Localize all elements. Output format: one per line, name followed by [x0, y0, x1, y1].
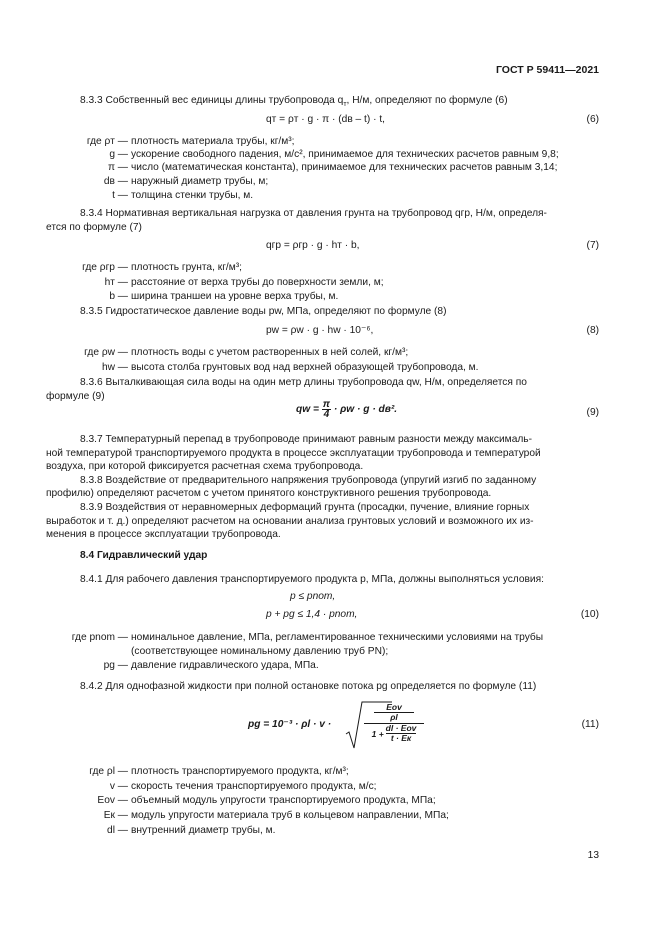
where-text: число (математическая константа), принимаемое для технических расчетов равным 3,14;: [131, 162, 558, 173]
where-text: плотность материала трубы, кг/м³;: [131, 136, 295, 147]
para-833: 8.3.3 Собственный вес единицы длины трубопровода $q_т$, Н/м, определяют по формуле (6): [80, 95, 508, 109]
where-text: плотность транспортируемого продукта, кг/м³;: [131, 766, 349, 777]
where-text: внутренний диаметр трубы, м.: [131, 825, 276, 836]
where-text: расстояние от верха трубы до поверхности земли, м;: [131, 277, 384, 288]
para-841: 8.4.1 Для рабочего давления транспортируемого продукта p, МПа, должны выполняться условия:: [80, 574, 544, 585]
eqno-6: (6): [586, 114, 599, 125]
where-text: наружный диаметр трубы, м;: [131, 176, 269, 187]
where-sym: v —: [109, 781, 128, 792]
para-835: 8.3.5 Гидростатическое давление воды pw, МПа, определяют по формуле (8): [80, 306, 447, 317]
formula-11-denominator: 1 + dl · Eov t · Eк: [364, 723, 424, 743]
where-sym: g —: [109, 149, 128, 160]
para-834-line2: ется по формуле (7): [46, 222, 142, 233]
condition-1: p ≤ pnom,: [290, 591, 336, 602]
eqno-11: (11): [581, 719, 599, 730]
where-text: ширина траншеи на уровне верха трубы, м.: [131, 291, 339, 302]
where-sym: где ρl —: [89, 766, 128, 777]
where-sym: где ρw —: [84, 347, 128, 358]
para-838-line1: 8.3.8 Воздействие от предварительного напряжения трубопровода (упругий изгиб по заданному: [80, 475, 537, 486]
where-text: давление гидравлического удара, МПа.: [131, 660, 319, 671]
where-sym: hw —: [101, 362, 128, 373]
page-number: 13: [587, 850, 599, 861]
formula-8: pw = ρw · g · hw · 10⁻⁶,: [266, 325, 374, 336]
eqno-10: (10): [580, 609, 599, 620]
para-836-line1: 8.3.6 Выталкивающая сила воды на один метр длины трубопровода qw, Н/м, определяется по: [80, 377, 527, 388]
fraction: $\frac{\pi}{4}$: [322, 399, 331, 420]
where-text: скорость течения транспортируемого продукта, м/с;: [131, 781, 377, 792]
eqno-7: (7): [586, 240, 599, 251]
para-836-line2: формуле (9): [46, 391, 105, 402]
where-sym: t —: [112, 190, 128, 201]
where-sym: где ρгр —: [82, 262, 128, 273]
para-842: 8.4.2 Для однофазной жидкости при полной остановке потока pg определяется по формуле (11): [80, 681, 537, 692]
where-text: объемный модуль упругости транспортируемого продукта, МПа;: [131, 795, 436, 806]
para-837-line2: ной температурой транспортируемого продукта в процессе эксплуатации трубопровода и температурой: [46, 448, 541, 459]
eqno-8: (8): [586, 325, 599, 336]
where-sym: b —: [109, 291, 128, 302]
formula-7: qгр = ρгр · g · hт · b,: [266, 240, 360, 251]
where-sym: hт —: [104, 277, 128, 288]
where-text: модуль упругости материала труб в кольцевом направлении, МПа;: [131, 810, 449, 821]
where-sym: dl —: [107, 825, 128, 836]
eqno-9: (9): [586, 407, 599, 418]
para-839-line2: выработок и т. д.) определяют расчетом на основании анализа грунтовых условий и возможного их из-: [46, 516, 534, 527]
para-834-line1: 8.3.4 Нормативная вертикальная нагрузка от давления грунта на трубопровод qгр, Н/м, определя-: [80, 208, 547, 219]
where-sym: pg —: [103, 660, 128, 671]
where-sym: где pnom —: [71, 632, 128, 643]
where-text: (соответствующее номинальному давлению труб PN);: [131, 646, 389, 657]
where-sym: Eк —: [103, 810, 128, 821]
where-text: плотность воды с учетом растворенных в ней солей, кг/м³;: [131, 347, 409, 358]
para-839-line3: менения в процессе эксплуатации трубопровода.: [46, 529, 281, 540]
where-text: ускорение свободного падения, м/с², принимаемое для технических расчетов равным 9,8;: [131, 149, 559, 160]
formula-11-fraction: Eov ρl 1 + dl · Eov t · Eк: [364, 703, 424, 743]
formula-9: qw = $\frac{\pi}{4}$ · ρw · g · dв².: [296, 399, 398, 420]
para-837-line3: воздуха, при которой фиксируется расчетная схема трубопровода.: [46, 461, 364, 472]
document-header: ГОСТ Р 59411—2021: [495, 64, 599, 76]
section-heading: 8.4 Гидравлический удар: [80, 550, 208, 561]
formula-11-lhs: pg = 10⁻³ · ρl · v ·: [248, 719, 332, 730]
where-sym: где ρт —: [86, 136, 128, 147]
where-text: толщина стенки трубы, м.: [131, 190, 254, 201]
para-837-line1: 8.3.7 Температурный перепад в трубопроводе принимают равным разности между максималь-: [80, 434, 532, 445]
where-text: высота столба грунтовых вод над верхней образующей трубопровода, м.: [131, 362, 479, 373]
where-text: номинальное давление, МПа, регламентированное техническими условиями на трубы: [131, 632, 544, 643]
inner-fraction: dl · Eov t · Eк: [385, 723, 417, 743]
para-838-line2: профилю) определяют расчетом с учетом принятого конструктивного решения трубопровода.: [46, 488, 492, 499]
formula-6: qт = ρт · g · π · (dв – t) · t,: [266, 114, 385, 125]
where-sym: Eov —: [97, 795, 128, 806]
condition-2: p + pg ≤ 1,4 · pnom,: [266, 609, 358, 620]
where-text: плотность грунта, кг/м³;: [131, 262, 242, 273]
para-839-line1: 8.3.9 Воздействия от неравномерных деформаций грунта (просадки, пучение, влияние горных: [80, 502, 530, 513]
where-sym: π —: [107, 162, 128, 173]
where-sym: dв —: [103, 176, 128, 187]
